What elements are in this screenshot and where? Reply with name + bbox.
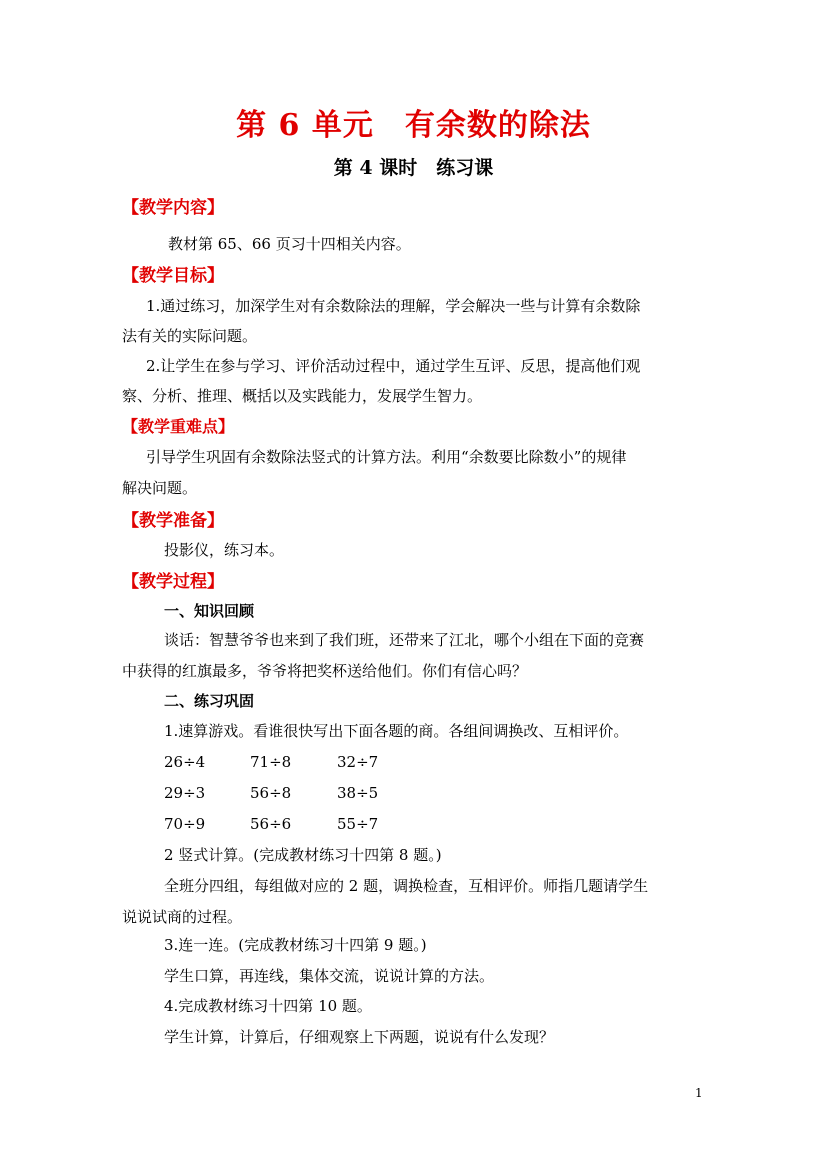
prep-text: 投影仪，练习本。 — [164, 541, 285, 559]
exercise-3-text: 3.连一连。(完成教材练习十四第 9 题。) — [164, 936, 427, 954]
part-1-line-2: 中获得的红旗最多，爷爷将把奖杯送给他们。你们有信心吗？ — [122, 662, 528, 680]
division-problem: 71÷8 — [250, 753, 292, 771]
page-number: 1 — [695, 1086, 703, 1100]
part-1-line-1: 谈话：智慧爷爷也来到了我们班，还带来了江北，哪个小组在下面的竞赛 — [164, 631, 645, 649]
section-heading-prep: 【教学准备】 — [122, 511, 224, 531]
section-heading-process: 【教学过程】 — [122, 572, 224, 592]
goal-1-line-1: 1.通过练习，加深学生对有余数除法的理解，学会解决一些与计算有余数除 — [146, 297, 641, 315]
division-problem: 55÷7 — [337, 815, 379, 833]
division-problem: 56÷8 — [250, 784, 292, 802]
goal-2-line-1: 2.让学生在参与学习、评价活动过程中，通过学生互评、反思，提高他们观 — [146, 357, 641, 375]
exercise-2-line-1: 全班分四组，每组做对应的 2 题，调换检查，互相评价。师指几题请学生 — [164, 877, 649, 895]
section-heading-content: 【教学内容】 — [122, 198, 224, 218]
key-points-line-1: 引导学生巩固有余数除法竖式的计算方法。利用“余数要比除数小”的规律 — [146, 448, 627, 466]
division-problem: 38÷5 — [337, 784, 379, 802]
lesson-subtitle: 第 4 课时 练习课 — [333, 157, 494, 179]
section-heading-goals: 【教学目标】 — [122, 266, 224, 286]
process-part-1-title: 一、知识回顾 — [164, 602, 255, 620]
exercise-4-text: 4.完成教材练习十四第 10 题。 — [164, 997, 372, 1015]
goal-2-line-2: 察、分析、推理、概括以及实践能力，发展学生智力。 — [122, 387, 483, 405]
exercise-2-line-2: 说说试商的过程。 — [122, 908, 243, 926]
document-title: 第 6 单元 有余数的除法 — [236, 108, 591, 143]
division-problem: 26÷4 — [164, 753, 206, 771]
exercise-4-desc: 学生计算，计算后，仔细观察上下两题，说说有什么发现？ — [164, 1028, 555, 1046]
exercise-2-text: 2 竖式计算。(完成教材练习十四第 8 题。) — [164, 846, 442, 864]
key-points-line-2: 解决问题。 — [122, 479, 198, 497]
goal-1-line-2: 法有关的实际问题。 — [122, 327, 258, 345]
division-problem: 56÷6 — [250, 815, 292, 833]
exercise-1-text: 1.速算游戏。看谁很快写出下面各题的商。各组间调换改、互相评价。 — [164, 722, 629, 740]
content-text: 教材第 65、66 页习十四相关内容。 — [168, 235, 411, 253]
division-problem: 29÷3 — [164, 784, 206, 802]
exercise-3-desc: 学生口算，再连线，集体交流，说说计算的方法。 — [164, 967, 495, 985]
division-problem: 32÷7 — [337, 753, 379, 771]
section-heading-key-points: 【教学重难点】 — [122, 417, 235, 436]
process-part-2-title: 二、练习巩固 — [164, 692, 255, 710]
division-problem: 70÷9 — [164, 815, 206, 833]
